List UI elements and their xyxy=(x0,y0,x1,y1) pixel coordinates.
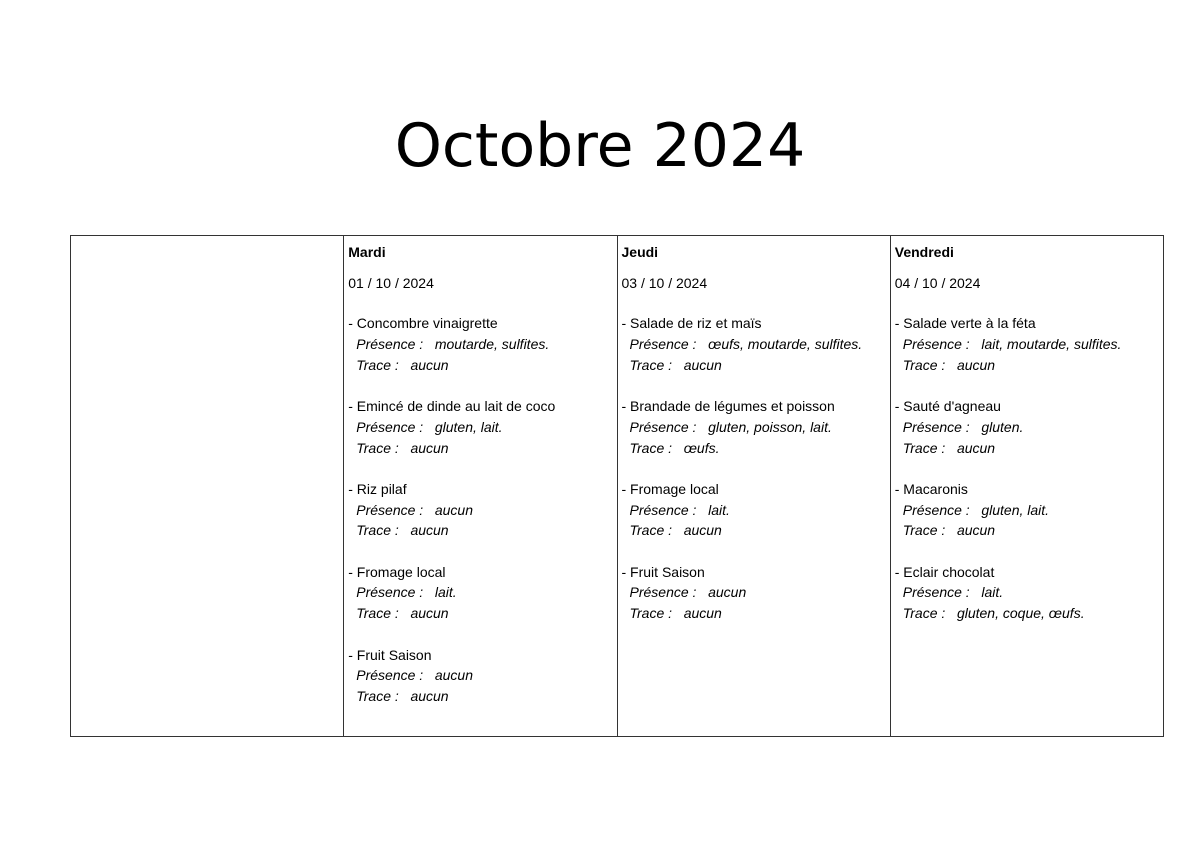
trace-line xyxy=(895,603,1159,624)
day-date: 03 / 10 / 2024 xyxy=(621,274,708,291)
presence-value: aucun xyxy=(434,501,474,518)
presence-label: Présence : xyxy=(902,584,970,601)
presence-value: lait, moutarde, sulfites. xyxy=(981,336,1122,353)
trace-label: Trace : xyxy=(902,522,946,539)
trace-value: aucun xyxy=(410,439,449,456)
presence-line xyxy=(622,417,886,438)
trace-line xyxy=(895,355,1159,376)
presence-label: Présence : xyxy=(356,501,424,518)
dish-item xyxy=(348,396,612,458)
dish-name: - Fruit Saison xyxy=(348,646,432,663)
trace-value: aucun xyxy=(956,522,996,539)
dish-name: - Salade verte à la féta xyxy=(894,315,1036,332)
trace-label: Trace : xyxy=(629,356,673,373)
presence-value: aucun xyxy=(708,584,747,601)
trace-value: aucun xyxy=(683,605,722,622)
dish-name: - Fromage local xyxy=(348,563,446,580)
dish-item xyxy=(895,313,1159,375)
trace-label: Trace : xyxy=(356,356,399,373)
dish-item xyxy=(622,562,886,624)
trace-label: Trace : xyxy=(356,439,399,456)
dish-name: - Riz pilaf xyxy=(348,480,407,497)
presence-value: gluten, poisson, lait. xyxy=(708,418,832,435)
trace-label: Trace : xyxy=(356,522,399,539)
day-cell-vendredi xyxy=(890,236,1163,737)
trace-line xyxy=(348,686,612,707)
dish-item xyxy=(895,562,1159,624)
presence-label: Présence : xyxy=(356,418,424,435)
presence-label: Présence : xyxy=(629,501,697,518)
trace-value: aucun xyxy=(956,356,996,373)
presence-line xyxy=(895,417,1159,438)
trace-value: aucun xyxy=(410,687,449,704)
day-name: Vendredi xyxy=(894,244,954,260)
presence-value: lait. xyxy=(981,584,1004,601)
trace-value: aucun xyxy=(410,356,449,373)
trace-label: Trace : xyxy=(356,605,399,622)
trace-value: aucun xyxy=(683,522,722,539)
presence-line xyxy=(622,334,886,355)
presence-value: gluten. xyxy=(981,418,1024,435)
trace-value: aucun xyxy=(410,605,449,622)
presence-line xyxy=(622,500,886,521)
presence-line xyxy=(622,582,886,603)
dish-name: - Emincé de dinde au lait de coco xyxy=(348,398,556,415)
presence-value: œufs, moutarde, sulfites. xyxy=(708,336,863,353)
dish-list xyxy=(622,313,886,624)
presence-label: Présence : xyxy=(356,584,424,601)
day-cell-jeudi xyxy=(617,236,890,737)
presence-line xyxy=(348,417,612,438)
trace-label: Trace : xyxy=(902,356,946,373)
presence-label: Présence : xyxy=(902,501,970,518)
presence-line xyxy=(348,582,612,603)
trace-line xyxy=(895,438,1159,459)
trace-line xyxy=(348,438,612,459)
presence-value: lait. xyxy=(708,501,730,518)
day-name: Jeudi xyxy=(621,244,659,260)
presence-value: aucun xyxy=(434,667,474,684)
presence-label: Présence : xyxy=(902,418,970,435)
presence-label: Présence : xyxy=(629,584,697,601)
trace-line xyxy=(895,520,1159,541)
trace-label: Trace : xyxy=(902,439,946,456)
dish-name: - Macaronis xyxy=(894,480,968,497)
dish-list xyxy=(895,313,1159,624)
presence-line xyxy=(895,334,1159,355)
day-name: Mardi xyxy=(348,244,386,260)
dish-item xyxy=(895,479,1159,541)
dish-item xyxy=(622,396,886,458)
dish-name: - Concombre vinaigrette xyxy=(348,315,498,332)
trace-label: Trace : xyxy=(629,439,673,456)
day-cell-mardi xyxy=(344,236,617,737)
presence-line xyxy=(348,665,612,686)
trace-label: Trace : xyxy=(629,605,673,622)
presence-line xyxy=(895,500,1159,521)
dish-item xyxy=(895,396,1159,458)
dish-item xyxy=(348,479,612,541)
trace-line xyxy=(622,603,886,624)
presence-value: gluten, lait. xyxy=(981,501,1050,518)
dish-name: - Brandade de légumes et poisson xyxy=(621,398,835,415)
day-date: 04 / 10 / 2024 xyxy=(894,274,981,291)
trace-value: aucun xyxy=(956,439,996,456)
presence-label: Présence : xyxy=(356,336,424,353)
day-date: 01 / 10 / 2024 xyxy=(348,274,434,291)
trace-line xyxy=(348,520,612,541)
presence-value: gluten, lait. xyxy=(434,418,503,435)
presence-value: moutarde, sulfites. xyxy=(434,336,550,353)
presence-label: Présence : xyxy=(629,336,697,353)
dish-name: - Fromage local xyxy=(621,480,719,497)
dish-name: - Sauté d'agneau xyxy=(894,398,1001,415)
dish-item xyxy=(348,645,612,707)
dish-list xyxy=(348,313,612,706)
presence-label: Présence : xyxy=(902,336,970,353)
dish-item xyxy=(348,313,612,375)
presence-value: lait. xyxy=(434,584,457,601)
dish-item xyxy=(622,313,886,375)
trace-value: gluten, coque, œufs. xyxy=(956,605,1085,622)
trace-value: aucun xyxy=(683,356,722,373)
presence-label: Présence : xyxy=(629,418,697,435)
trace-value: œufs. xyxy=(683,439,720,456)
trace-label: Trace : xyxy=(629,522,673,539)
dish-item xyxy=(622,479,886,541)
presence-line xyxy=(895,582,1159,603)
dish-name: - Fruit Saison xyxy=(621,563,705,580)
trace-label: Trace : xyxy=(902,605,946,622)
trace-line xyxy=(622,520,886,541)
trace-line xyxy=(622,355,886,376)
dish-item xyxy=(348,562,612,624)
trace-line xyxy=(348,603,612,624)
dish-name: - Eclair chocolat xyxy=(894,563,995,580)
menu-row xyxy=(71,236,1164,737)
dish-name: - Salade de riz et maïs xyxy=(621,315,762,332)
trace-value: aucun xyxy=(410,522,449,539)
presence-line xyxy=(348,500,612,521)
trace-line xyxy=(622,438,886,459)
empty-cell xyxy=(71,236,344,737)
trace-line xyxy=(348,355,612,376)
menu-table xyxy=(70,235,1164,737)
presence-line xyxy=(348,334,612,355)
page-title: Octobre 2024 xyxy=(394,111,806,181)
presence-label: Présence : xyxy=(356,667,424,684)
trace-label: Trace : xyxy=(356,687,399,704)
